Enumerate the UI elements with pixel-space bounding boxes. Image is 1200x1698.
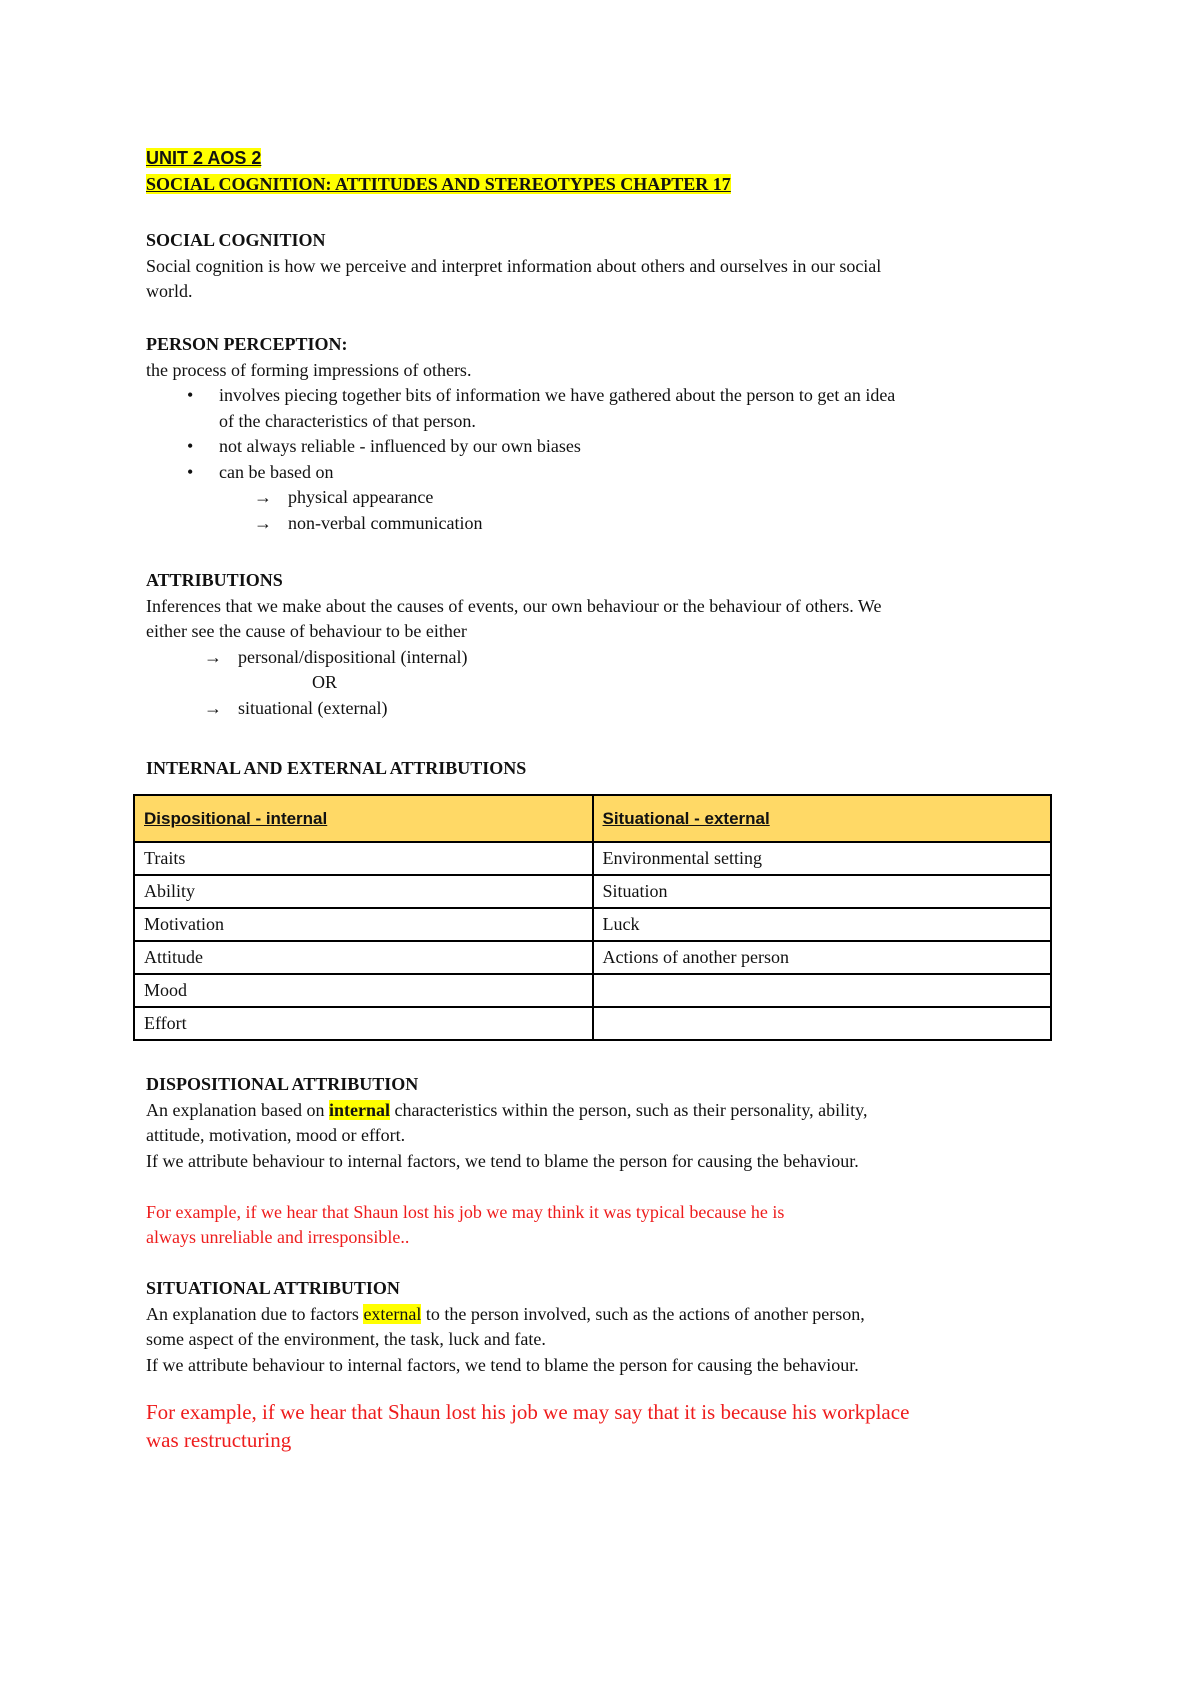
table-row bbox=[134, 1007, 1051, 1040]
table-row bbox=[134, 875, 1051, 908]
section-person-perception bbox=[146, 332, 895, 536]
attribution-option-text: situational (external) bbox=[238, 697, 388, 718]
table-cell: Motivation bbox=[134, 908, 593, 941]
social-cognition-text-2: world. bbox=[146, 281, 193, 301]
situational-text-2: some aspect of the environment, the task, luck and fate. bbox=[146, 1329, 546, 1349]
list-item bbox=[146, 460, 895, 486]
table-header-situational: Situational - external bbox=[593, 795, 1052, 842]
attribution-option bbox=[146, 696, 881, 722]
unit-title bbox=[146, 146, 261, 172]
table-header-dispositional: Dispositional - internal bbox=[134, 795, 593, 842]
section-attributions bbox=[146, 568, 881, 721]
table-header-row bbox=[134, 795, 1051, 842]
bullet-icon: • bbox=[187, 385, 194, 405]
situational-example-1: For example, if we hear that Shaun lost his job we may say that it is because his workplace bbox=[146, 1400, 910, 1424]
table-cell: Mood bbox=[134, 974, 593, 1007]
or-label: OR bbox=[312, 672, 338, 692]
table-cell bbox=[593, 1007, 1052, 1040]
heading-situational: SITUATIONAL ATTRIBUTION bbox=[146, 1278, 400, 1298]
highlighted-term: external bbox=[363, 1303, 422, 1324]
bullet-text-cont: of the characteristics of that person. bbox=[219, 410, 476, 431]
table-row bbox=[134, 941, 1051, 974]
table-cell: Traits bbox=[134, 842, 593, 875]
attributions-text-1: Inferences that we make about the causes of events, our own behaviour or the behaviour of others. We bbox=[146, 595, 882, 616]
attributions-text-2: either see the cause of behaviour to be either bbox=[146, 621, 467, 641]
bullet-text: not always reliable - influenced by our own biases bbox=[219, 436, 581, 456]
table-cell: Situation bbox=[593, 875, 1052, 908]
arrow-icon: → bbox=[204, 697, 222, 718]
text-segment: to the person involved, such as the actions of another person, bbox=[421, 1303, 865, 1324]
text-segment: An explanation due to factors bbox=[146, 1303, 364, 1324]
attribution-table bbox=[133, 794, 1052, 1041]
sub-item-text: physical appearance bbox=[288, 487, 434, 507]
dispositional-example-2: always unreliable and irresponsible.. bbox=[146, 1227, 410, 1247]
heading-dispositional: DISPOSITIONAL ATTRIBUTION bbox=[146, 1074, 419, 1094]
unit-title-text: UNIT 2 AOS 2 bbox=[146, 148, 262, 168]
table-cell bbox=[593, 974, 1052, 1007]
person-perception-bullets bbox=[146, 383, 895, 485]
text-segment: characteristics within the person, such as their personality, ability, bbox=[389, 1099, 868, 1120]
section-dispositional bbox=[146, 1072, 867, 1251]
section-social-cognition bbox=[146, 228, 881, 305]
dispositional-example-1: For example, if we hear that Shaun lost his job we may think it was typical because he is bbox=[146, 1201, 785, 1222]
arrow-icon: → bbox=[204, 646, 222, 667]
dispositional-text-3: If we attribute behaviour to internal factors, we tend to blame the person for causing the behaviour. bbox=[146, 1150, 859, 1171]
attribution-option-text: personal/dispositional (internal) bbox=[238, 646, 468, 667]
heading-person-perception: PERSON PERCEPTION: bbox=[146, 334, 348, 354]
chapter-title bbox=[146, 172, 731, 198]
situational-text-3: If we attribute behaviour to internal factors, we tend to blame the person for causing the behaviour. bbox=[146, 1354, 859, 1375]
heading-internal-external: INTERNAL AND EXTERNAL ATTRIBUTIONS bbox=[146, 758, 527, 778]
table-row bbox=[134, 842, 1051, 875]
heading-attributions: ATTRIBUTIONS bbox=[146, 570, 283, 590]
list-item bbox=[146, 383, 895, 434]
table-cell: Environmental setting bbox=[593, 842, 1052, 875]
bullet-text: involves piecing together bits of information we have gathered about the person to get an idea bbox=[219, 385, 896, 405]
bullet-icon: • bbox=[187, 436, 194, 456]
social-cognition-text-1: Social cognition is how we perceive and interpret information about others and ourselves in our social bbox=[146, 255, 882, 276]
heading-social-cognition: SOCIAL COGNITION bbox=[146, 230, 326, 250]
bullet-icon: • bbox=[187, 461, 194, 482]
sub-item bbox=[146, 485, 895, 511]
text-segment: An explanation based on bbox=[146, 1099, 329, 1120]
table-cell: Ability bbox=[134, 875, 593, 908]
attribution-option bbox=[146, 645, 881, 671]
arrow-icon: → bbox=[254, 487, 272, 507]
situational-example-2: was restructuring bbox=[146, 1428, 292, 1452]
highlighted-term: internal bbox=[328, 1099, 390, 1120]
table-cell: Actions of another person bbox=[593, 941, 1052, 974]
table-cell: Effort bbox=[134, 1007, 593, 1040]
sub-item-text: non-verbal communication bbox=[288, 512, 483, 533]
dispositional-text-2: attitude, motivation, mood or effort. bbox=[146, 1125, 406, 1145]
bullet-text: can be based on bbox=[219, 461, 334, 482]
section-situational bbox=[146, 1276, 909, 1454]
situational-text-1 bbox=[146, 1302, 909, 1328]
list-item bbox=[146, 434, 895, 460]
person-perception-intro: the process of forming impressions of others. bbox=[146, 359, 472, 380]
sub-item bbox=[146, 511, 895, 537]
arrow-icon: → bbox=[254, 512, 272, 533]
chapter-title-text: SOCIAL COGNITION: ATTITUDES AND STEREOTYPES CHAPTER 17 bbox=[146, 174, 731, 194]
table-cell: Luck bbox=[593, 908, 1052, 941]
dispositional-text-1 bbox=[146, 1098, 867, 1124]
table-cell: Attitude bbox=[134, 941, 593, 974]
table-row bbox=[134, 974, 1051, 1007]
table-row bbox=[134, 908, 1051, 941]
